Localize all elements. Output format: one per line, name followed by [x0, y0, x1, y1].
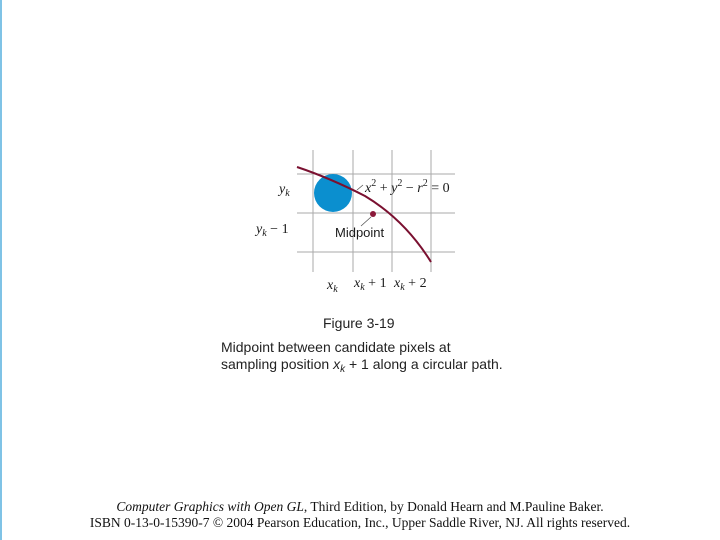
- circle-equation: $x^2 + y^2 - r^2 = 0$: [365, 178, 450, 196]
- footer-citation-line: Computer Graphics with Open GL, Third Edition, by Donald Hearn and M.Pauline Baker.: [116, 499, 604, 514]
- label-yk: $y_k$: [279, 182, 290, 199]
- pixel-grid: [297, 150, 455, 272]
- figure-caption: [221, 339, 521, 378]
- label-xk: $x_k$: [327, 278, 338, 295]
- equation-leader-line: [357, 185, 363, 190]
- selected-pixel-circle: [314, 174, 352, 212]
- footer-isbn-line: ISBN 0-13-0-15390-7 © 2004 Pearson Education, Inc., Upper Saddle River, NJ. All rights reserved.: [89, 515, 631, 530]
- midpoint-dot: [370, 211, 376, 217]
- label-yk-minus-1: $y_k - 1$: [256, 222, 289, 239]
- label-midpoint: Midpoint: [335, 225, 385, 240]
- caption-line-2: sampling position $x_k + 1$ along a circular path.: [221, 356, 503, 375]
- caption-line-1: Midpoint between candidate pixels at: [221, 339, 451, 355]
- label-xk-plus-2: $x_k + 2$: [394, 276, 427, 293]
- label-xk-plus-1: $x_k + 1$: [354, 276, 387, 293]
- figure-number: Figure 3-19: [323, 315, 395, 331]
